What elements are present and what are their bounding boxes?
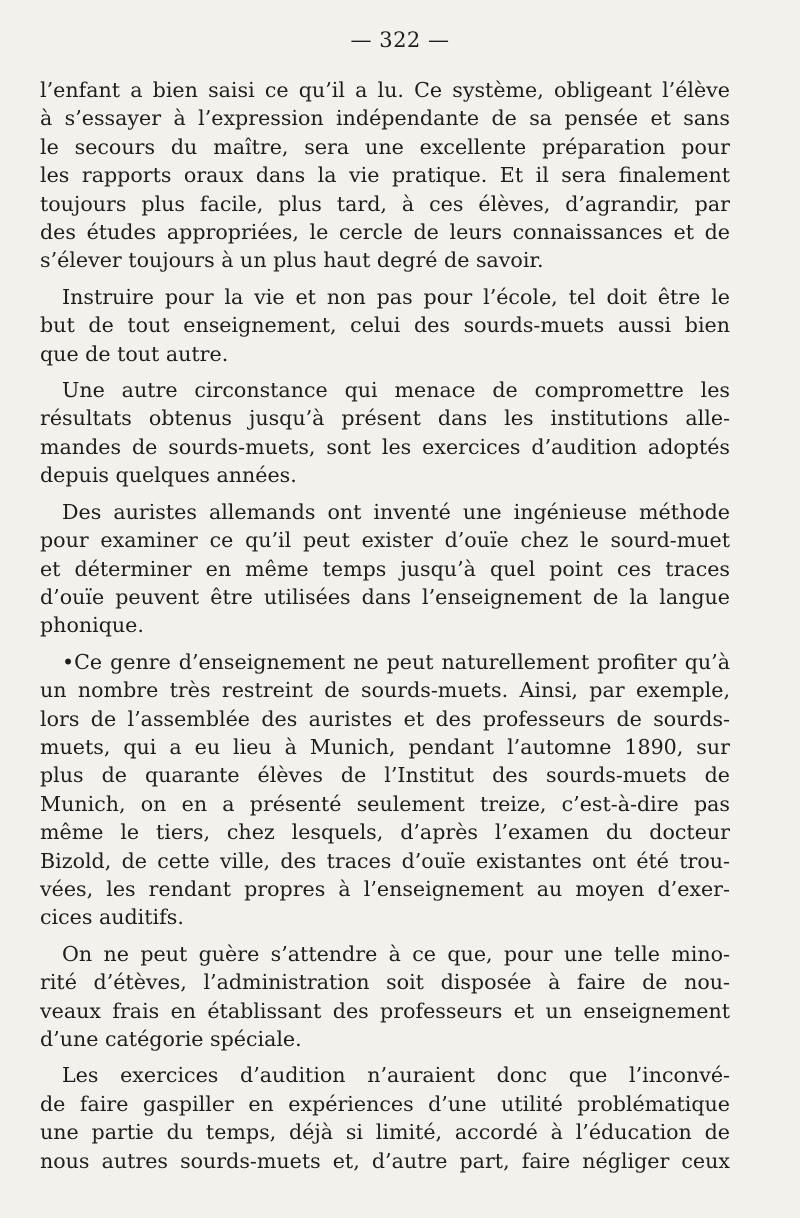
text-line: de faire gaspiller en expériences d’une utilité problématique xyxy=(40,1091,730,1116)
text-line: •Ce genre d’enseignement ne peut naturellement profiter qu’à xyxy=(62,649,730,674)
paragraph xyxy=(40,940,730,1054)
text-line: muets, qui a eu lieu à Munich, pendant l’automne 1890, sur xyxy=(40,734,730,759)
text-line: plus de quarante élèves de l’Institut des sourds-muets de xyxy=(40,763,730,788)
text-line: le secours du maître, sera une excellente préparation pour xyxy=(40,134,730,159)
text-line: un nombre très restreint de sourds-muets. Ainsi, par exemple, xyxy=(40,678,730,703)
text-line: phonique. xyxy=(40,613,144,638)
text-line: mandes de sourds-muets, sont les exercices d’audition adoptés xyxy=(40,434,730,459)
text-line: but de tout enseignement, celui des sourds-muets aussi bien xyxy=(40,313,730,338)
text-line: depuis quelques années. xyxy=(40,463,297,488)
body-text xyxy=(40,76,730,1183)
paragraph xyxy=(40,1061,730,1175)
text-line: Une autre circonstance qui menace de compromettre les xyxy=(62,378,730,403)
text-line: On ne peut guère s’attendre à ce que, pour une telle mino- xyxy=(62,941,730,966)
text-line: d’une catégorie spéciale. xyxy=(40,1027,302,1051)
paragraph xyxy=(40,376,730,490)
text-line: Munich, on en a présenté seulement treize, c’est-à-dire pas xyxy=(40,791,730,816)
text-line: des études appropriées, le cercle de leurs connaissances et de xyxy=(40,220,730,245)
text-line: résultats obtenus jusqu’à présent dans les institutions alle- xyxy=(40,406,730,431)
text-line: s’élever toujours à un plus haut degré de savoir. xyxy=(40,248,544,273)
text-line: lors de l’assemblée des auristes et des professeurs de sourds- xyxy=(40,706,730,731)
text-line: Des auristes allemands ont inventé une ingénieuse méthode xyxy=(62,499,730,524)
text-line: pour examiner ce qu’il peut exister d’ouïe chez le sourd-muet xyxy=(40,528,730,553)
text-line: d’ouïe peuvent être utilisées dans l’enseignement de la langue xyxy=(40,584,730,609)
text-line: toujours plus facile, plus tard, à ces élèves, d’agrandir, par xyxy=(40,191,730,216)
text-line: même le tiers, chez lesquels, d’après l’examen du docteur xyxy=(40,820,730,845)
text-line: les rapports oraux dans la vie pratique. Et il sera finalement xyxy=(40,163,730,188)
paragraph xyxy=(40,283,730,368)
page-number: — 322 — xyxy=(350,28,450,52)
text-line: une partie du temps, déjà si limité, accordé à l’éducation de xyxy=(40,1120,730,1145)
text-line: nous autres sourds-muets et, d’autre part, faire négliger ceux xyxy=(40,1148,730,1173)
text-line: rité d’étèves, l’administration soit disposée à faire de nou- xyxy=(40,970,730,995)
text-line: que de tout autre. xyxy=(40,341,229,366)
paragraph xyxy=(40,498,730,640)
text-line: l’enfant a bien saisi ce qu’il a lu. Ce système, obligeant l’élève xyxy=(40,78,730,102)
text-line: Les exercices d’audition n’auraient donc que l’inconvé- xyxy=(62,1063,730,1088)
text-line: cices auditifs. xyxy=(40,905,184,930)
text-line: veaux frais en établissant des professeurs et un enseignement xyxy=(40,998,730,1023)
text-line: Instruire pour la vie et non pas pour l’école, tel doit être le xyxy=(62,284,730,309)
text-line: et déterminer en même temps jusqu’à quel point ces traces xyxy=(40,556,730,581)
text-line: Bizold, de cette ville, des traces d’ouïe existantes ont été trou- xyxy=(40,848,730,873)
text-line: vées, les rendant propres à l’enseignement au moyen d’exer- xyxy=(40,876,730,901)
paragraph xyxy=(40,648,730,932)
paragraph xyxy=(40,76,730,275)
text-line: à s’essayer à l’expression indépendante de sa pensée et sans xyxy=(40,106,730,131)
